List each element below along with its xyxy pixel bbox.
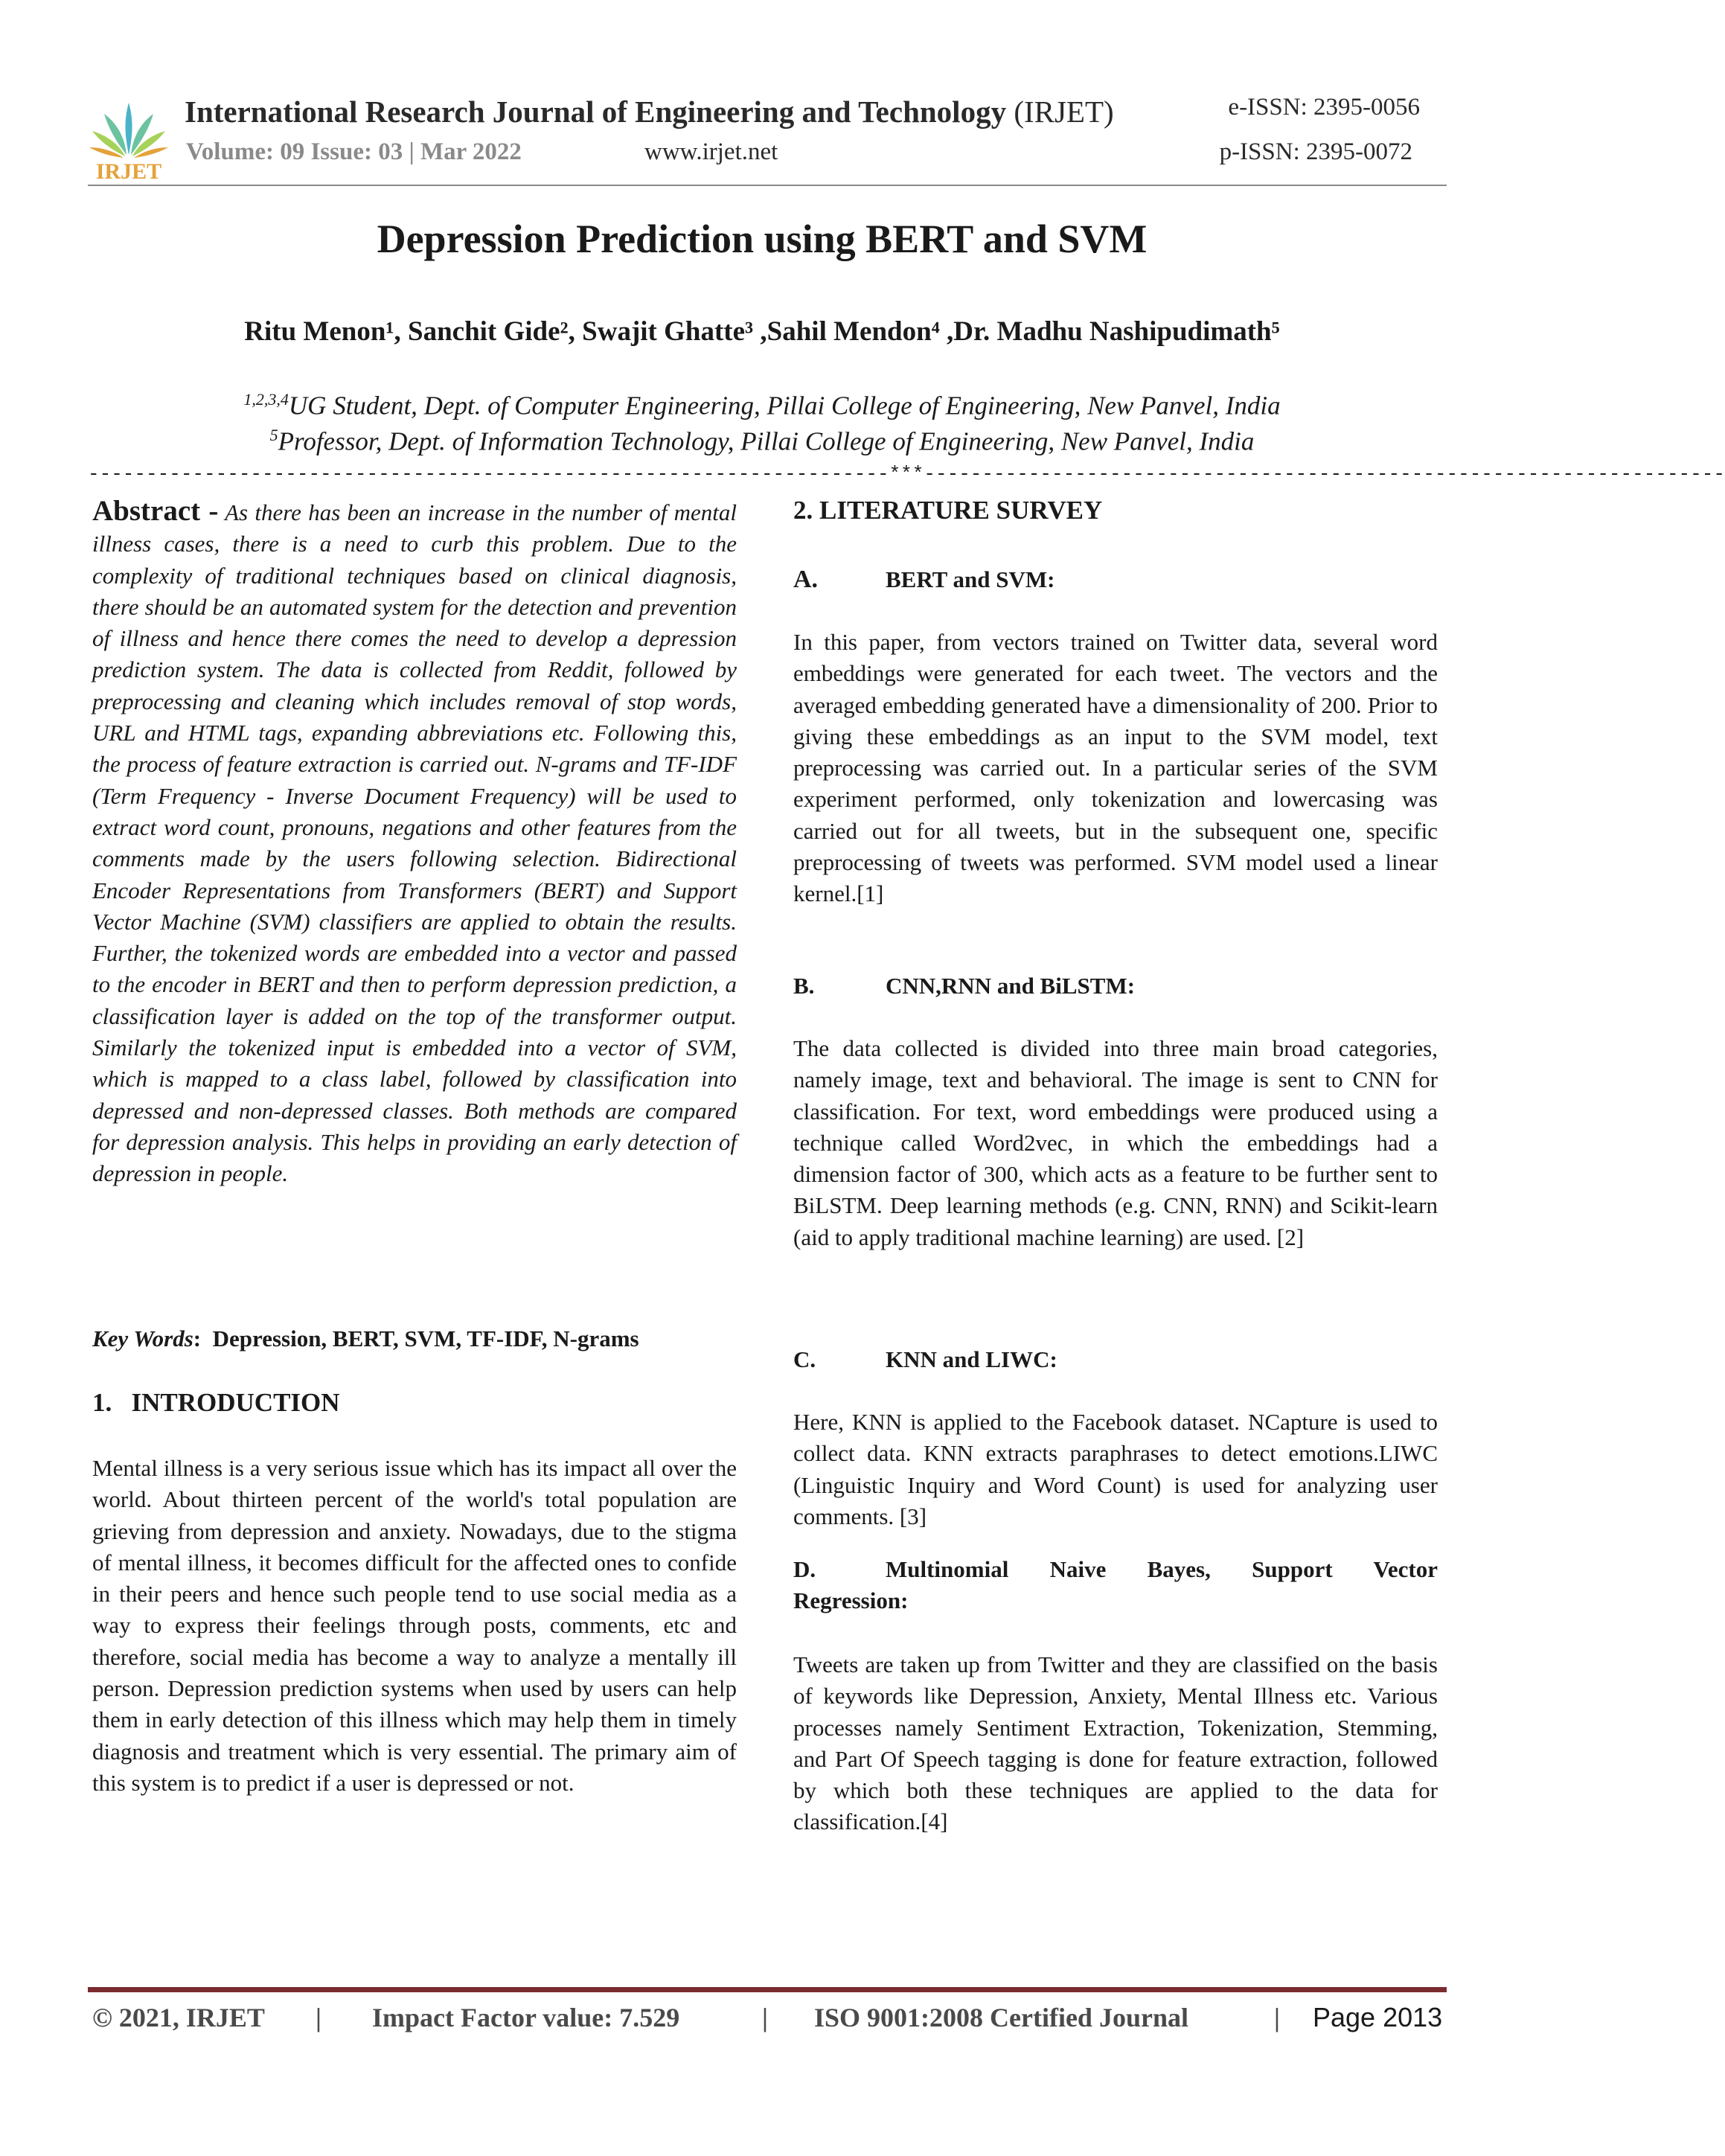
- literature-survey-heading: 2. LITERATURE SURVEY: [793, 496, 1103, 525]
- subsection-a-heading: [793, 564, 1438, 595]
- subsection-d-letter: D.: [793, 1556, 816, 1582]
- keywords: Key Words: Depression, BERT, SVM, TF-IDF, N-grams: [92, 1325, 639, 1352]
- subsection-b-letter: B.: [793, 973, 815, 999]
- subsection-c-title: KNN and LIWC:: [886, 1346, 1057, 1372]
- footer-separator-2: |: [762, 2003, 768, 2032]
- subsection-c-text: Here, KNN is applied to the Facebook dataset. NCapture is used to collect data. KNN extracts paraphrases to detect emotions.LIWC (Linguistic Inquiry and Word Count) is used for analyzing user comments. [3]: [793, 1409, 1438, 1529]
- section-separator: ---------------------------------------------------------------------***---------------------------------------------------------------------: [88, 463, 1725, 485]
- subsection-a-letter: A.: [793, 566, 819, 593]
- footer-rule: [88, 1987, 1447, 1992]
- subsection-b-text: The data collected is divided into three main broad categories, namely image, text and behavioral. The image is sent to CNN for classification. For text, word embeddings were produced using a technique called Word2vec, in which the embeddings had a dimension factor of 300, which acts as a feature to be further sent to BiLSTM. Deep learning methods (e.g. CNN, RNN) and Scikit-learn (aid to apply traditional machine learning) are used. [2]: [793, 1035, 1438, 1250]
- logo-text: IRJET: [95, 159, 162, 184]
- journal-name: [185, 94, 1114, 129]
- footer-separator-3: |: [1274, 2003, 1280, 2032]
- subsection-d-text: Tweets are taken up from Twitter and they are classified on the basis of keywords like Depression, Anxiety, Mental Illness etc. Various processes namely Sentiment Extraction, Tokenization, Stemming, and Part Of Speech tagging is done for feature extraction, followed by which both these techniques are applied to the data for classification.[4]: [793, 1651, 1438, 1835]
- abstract-label: Abstract -: [92, 495, 219, 527]
- footer-impact-factor: Impact Factor value: 7.529: [372, 2003, 680, 2032]
- affiliation-1: [0, 390, 1524, 421]
- abstract-text: As there has been an increase in the number of mental illness cases, there is a need to curb this problem. Due to the complexity of traditional techniques based on clinical diagnosis, there should be an automated system for the detection and prevention of illness and hence there comes the need to develop a depression prediction system. The data is collected from Reddit, followed by preprocessing and cleaning which includes removal of stop words, URL and HTML tags, expanding abbreviations etc. Following this, the process of feature extraction is carried out. N-grams and TF-IDF (Term Frequency - Inverse Document Frequency) will be used to extract word count, pronouns, negations and other features from the comments made by the users following selection. Bidirectional Encoder Representations from Transformers (BERT) and Support Vector Machine (SVM) classifiers are applied to obtain the results. Further, the tokenized words are embedded into a vector and passed to the encoder in BERT and then to perform depression prediction, a classification layer is added on the top of the transformer output. Similarly the tokenized input is embedded into a vector of SVM, which is mapped to a class label, followed by classification into depressed and non-depressed classes. Both methods are compared for depression analysis. This helps in providing an early detection of depression in people.: [92, 499, 737, 1187]
- affiliation-2: [0, 426, 1524, 457]
- subsection-c-letter: C.: [793, 1346, 816, 1372]
- subsection-a-text: In this paper, from vectors trained on Twitter data, several word embeddings were generated for each tweet. The vectors and the averaged embedding generated have a dimensionality of 200. Prior to giving these embeddings as an input to the SVM model, text preprocessing was carried out. In a particular series of the SVM experiment performed, only tokenization and lowercasing was carried out for all tweets, but in the subsequent one, specific preprocessing of tweets was performed. SVM model used a linear kernel.[1]: [793, 629, 1438, 907]
- paper-title: Depression Prediction using BERT and SVM: [377, 217, 1148, 261]
- abstract: [92, 496, 737, 1190]
- subsection-b-heading: [793, 970, 1438, 1002]
- footer-page-number: Page 2013: [1313, 2002, 1443, 2032]
- e-issn: e-ISSN: 2395-0056: [1228, 94, 1420, 121]
- subsection-d-title-line1: Multinomial Naive Bayes, Support Vector: [886, 1556, 1438, 1582]
- keywords-values: Depression, BERT, SVM, TF-IDF, N-grams: [212, 1325, 639, 1352]
- subsection-d-title-line2: Regression:: [793, 1587, 909, 1614]
- subsection-a-title: BERT and SVM:: [886, 566, 1055, 592]
- introduction-text: Mental illness is a very serious issue which has its impact all over the world. About thirteen percent of the world's total population are grieving from depression and anxiety. Nowadays, due to the stigma of mental illness, it becomes difficult for the affected ones to confide in their peers and hence such people tend to use social media as a way to express their feelings through posts, comments, etc and therefore, social media has become a way to analyze a mentally ill person. Depression prediction systems when used by users can help them in early detection of this illness which may help them in timely diagnosis and treatment which is very essential. The primary aim of this system is to predict if a user is depressed or not.: [92, 1455, 737, 1796]
- volume-issue: Volume: 09 Issue: 03 | Mar 2022: [186, 138, 522, 165]
- introduction-heading: 1. INTRODUCTION: [92, 1388, 340, 1417]
- affiliation-1-text: UG Student, Dept. of Computer Engineering, Pillai College of Engineering, New Panvel, India: [288, 391, 1281, 420]
- subsection-c-heading: [793, 1344, 1438, 1375]
- keywords-label: Key Words: [92, 1325, 193, 1352]
- affiliation-2-text: Professor, Dept. of Information Technology, Pillai College of Engineering, New Panvel, India: [278, 426, 1255, 456]
- subsection-b-title: CNN,RNN and BiLSTM:: [886, 973, 1136, 999]
- footer-copyright: © 2021, IRJET: [92, 2003, 265, 2032]
- affiliation-2-sup: 5: [269, 426, 278, 444]
- journal-website: www.irjet.net: [644, 138, 778, 165]
- journal-abbr: (IRJET): [1014, 95, 1114, 129]
- subsection-d-heading: [793, 1554, 1438, 1617]
- affiliation-1-sup: 1,2,3,4: [243, 390, 289, 409]
- irjet-logo: [88, 95, 170, 185]
- footer-separator-1: |: [316, 2003, 321, 2032]
- p-issn: p-ISSN: 2395-0072: [1219, 138, 1412, 165]
- header-rule: [88, 185, 1447, 186]
- journal-name-full: International Research Journal of Engineering and Technology: [185, 95, 1007, 129]
- footer-iso: ISO 9001:2008 Certified Journal: [814, 2003, 1188, 2032]
- paper-authors: Ritu Menon¹, Sanchit Gide², Swajit Ghatte³ ,Sahil Mendon⁴ ,Dr. Madhu Nashipudimath⁵: [244, 316, 1280, 347]
